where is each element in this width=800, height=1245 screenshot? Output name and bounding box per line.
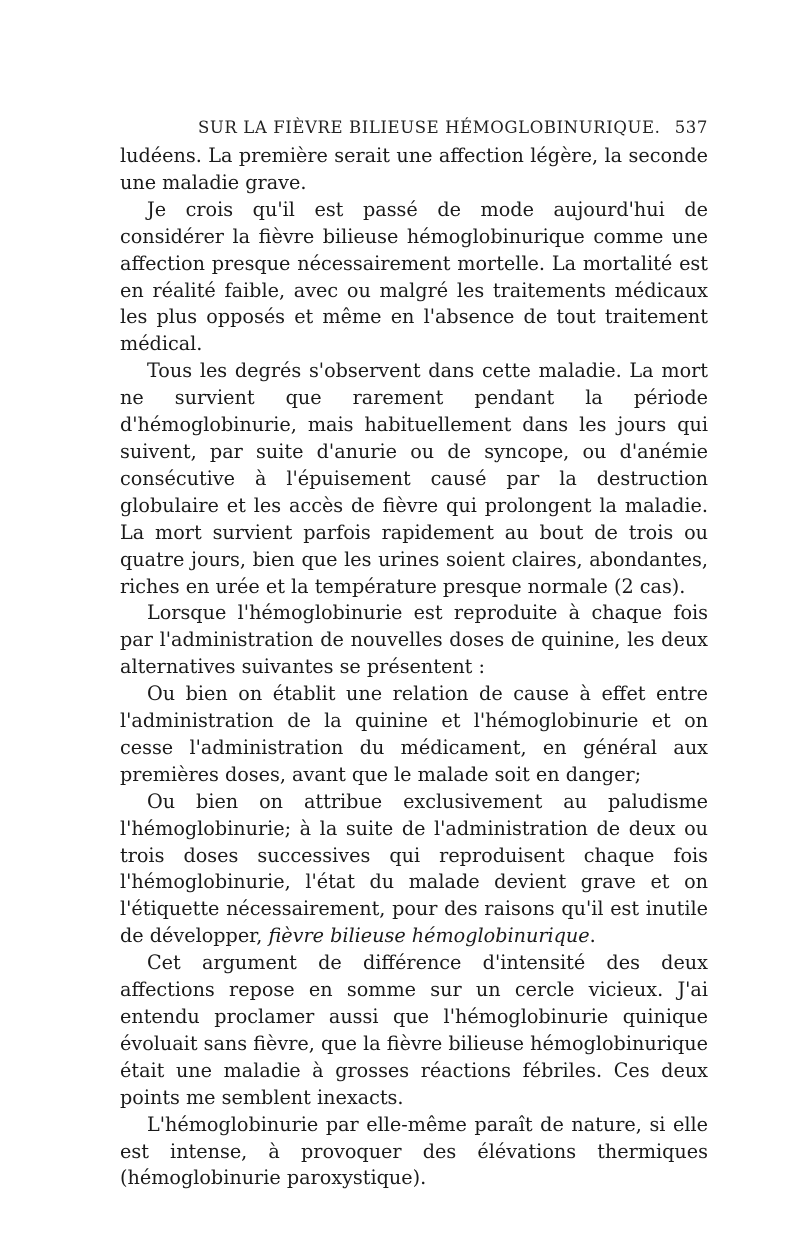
paragraph: L'hémoglobinurie par elle-même paraît de nature, si elle est intense, à provoquer des élévations thermiques (hémoglobinurie paroxystique).	[120, 1112, 708, 1190]
paragraph: Tous les degrés s'observent dans cette maladie. La mort ne survient que rarement pendant la période d'hémoglobinurie, mais habituellement dans les jours qui suivent, par suite d'anurie ou de syncope, ou d'anémie consécutive à l'épuisement causé par la destruction globulaire et les accès de fièvre qui prolongent la maladie. La mort survient parfois rapidement au bout de trois ou quatre jours, bien que les urines soient claires, abondantes, riches en urée et la température presque normale (2 cas).	[120, 359, 708, 598]
italic-term: fièvre bilieuse hémoglobinurique	[268, 924, 590, 948]
paragraph: Je crois qu'il est passé de mode aujourd'hui de considérer la fièvre bilieuse hémoglobinurique comme une affection presque nécessairement mortelle. La mortalité est en réalité faible, avec ou malgré les traitements médicaux les plus opposés et même en l'absence de tout traitement médical.	[120, 197, 708, 356]
paragraph	[120, 789, 708, 950]
paragraph-text: Ou bien on attribue exclusivement au paludisme l'hémoglobinurie; à la suite de l'administration de deux ou trois doses successives qui reproduisent chaque fois l'hémoglobinurie, l'état du malade devient grave et on l'étiquette nécessairement, pour des raisons qu'il est inutile de développer,	[120, 789, 708, 948]
paragraph: Lorsque l'hémoglobinurie est reproduite à chaque fois par l'administration de nouvelles doses de quinine, les deux alternatives suivantes se présentent :	[120, 601, 708, 679]
paragraph: Cet argument de différence d'intensité des deux affections repose en somme sur un cercle vicieux. J'ai entendu proclamer aussi que l'hémoglobinurie quinique évoluait sans fièvre, que la fièvre bilieuse hémoglobinurique était une maladie à grosses réactions fébriles. Ces deux points me semblent inexacts.	[120, 951, 708, 1109]
running-header	[148, 113, 708, 141]
paragraph-continued: ludéens. La première serait une affection légère, la seconde une maladie grave.	[120, 144, 708, 194]
paragraph-end: .	[589, 924, 596, 948]
running-title: SUR LA FIÈVRE BILIEUSE HÉMOGLOBINURIQUE.	[198, 118, 661, 137]
paragraph: Ou bien on établit une relation de cause à effet entre l'administration de la quinine et l'hémoglobinurie et on cesse l'administration du médicament, en général aux premières doses, avant que le malade soit en danger;	[120, 682, 708, 786]
page-number: 537	[674, 118, 708, 137]
body-text	[120, 143, 708, 1192]
